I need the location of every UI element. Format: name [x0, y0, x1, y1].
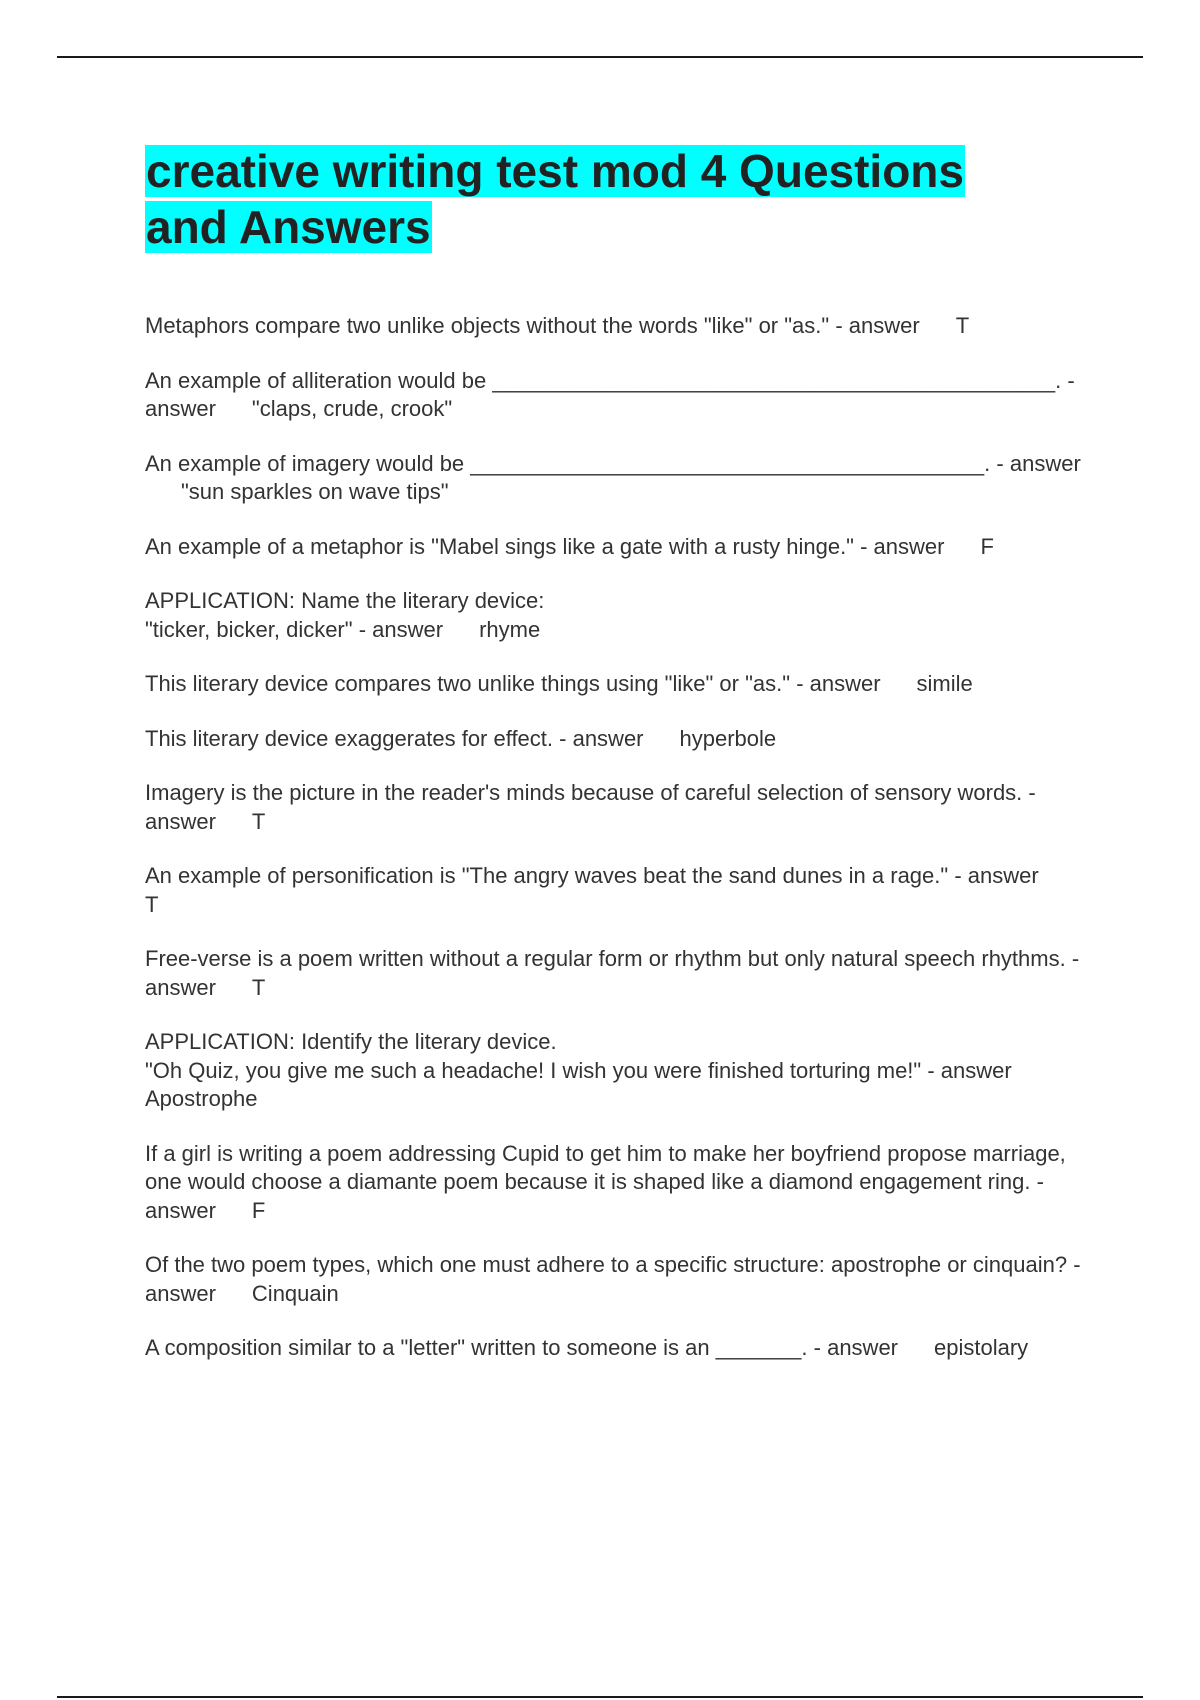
title-highlight: creative writing test mod 4 Questions and Answers	[146, 145, 964, 253]
question-text: APPLICATION: Name the literary device: "ticker, bicker, dicker"	[145, 588, 545, 642]
question-text: Free-verse is a poem written without a regular form or rhythm but only natural speech rhythms.	[145, 946, 1066, 971]
qa-item	[145, 367, 1085, 424]
answer-text: Apostrophe	[145, 1086, 258, 1111]
answer-separator: - answer	[145, 780, 1036, 834]
qa-item	[145, 1140, 1085, 1226]
answer-separator: - answer	[996, 450, 1081, 476]
answer-text: hyperbole	[679, 725, 777, 751]
top-rule	[57, 56, 1143, 58]
answer-separator: - answer	[559, 725, 644, 751]
answer-text: rhyme	[479, 616, 541, 642]
answer-separator: - answer	[796, 671, 881, 696]
answer-separator: - answer	[860, 533, 945, 559]
answer-text: "sun sparkles on wave tips"	[181, 479, 449, 504]
answer-separator: - answer	[927, 1057, 1012, 1083]
qa-item	[145, 779, 1085, 836]
question-text: This literary device exaggerates for effect.	[145, 725, 554, 751]
answer-text: T	[145, 891, 159, 917]
answer-text: Cinquain	[251, 1280, 339, 1306]
bottom-rule	[57, 1696, 1143, 1698]
question-text: An example of alliteration would be ______________________________________________.	[145, 367, 1062, 393]
qa-item	[145, 312, 1085, 341]
question-text: An example of imagery would be __________________________________________.	[145, 450, 991, 476]
answer-text: F	[251, 1197, 266, 1223]
qa-item	[145, 1028, 1085, 1114]
qa-item	[145, 450, 1085, 507]
answer-separator: - answer	[145, 946, 1080, 1000]
answer-text: F	[980, 533, 994, 559]
qa-item	[145, 587, 1085, 644]
qa-item	[145, 862, 1085, 919]
qa-item	[145, 1251, 1085, 1308]
question-text: If a girl is writing a poem addressing Cupid to get him to make her boyfriend propose marriage, one would choose a diamante poem because it is shaped like a diamond engagement ring.	[145, 1140, 1066, 1194]
answer-separator: - answer	[145, 1252, 1081, 1306]
qa-item	[145, 533, 1085, 562]
answer-text: "claps, crude, crook"	[251, 396, 453, 421]
page-title	[145, 143, 1045, 255]
qa-item	[145, 945, 1085, 1002]
answer-separator: - answer	[835, 313, 920, 338]
question-text: APPLICATION: Identify the literary device. "Oh Quiz, you give me such a headache! I wish you were finished torturing me!"	[145, 1029, 922, 1083]
answer-text: T	[955, 313, 970, 338]
question-text: An example of personification is "The angry waves beat the sand dunes in a rage."	[145, 863, 949, 888]
question-text: Imagery is the picture in the reader's minds because of careful selection of sensory words.	[145, 780, 1023, 805]
answer-text: T	[251, 808, 266, 834]
question-text: An example of a metaphor is "Mabel sings like a gate with a rusty hinge."	[145, 533, 854, 559]
question-text: This literary device compares two unlike things using "like" or "as."	[145, 671, 791, 696]
qa-item	[145, 725, 1085, 754]
answer-separator: - answer	[145, 367, 1075, 421]
answer-separator: - answer	[145, 1169, 1044, 1223]
question-text: Of the two poem types, which one must adhere to a specific structure: apostrophe or cinquain?	[145, 1252, 1068, 1277]
answer-separator: - answer	[954, 863, 1039, 888]
answer-text: T	[251, 974, 266, 1000]
qa-list	[145, 312, 1085, 1389]
qa-item	[145, 670, 1085, 699]
answer-text: epistolary	[934, 1335, 1029, 1360]
question-text: A composition similar to a "letter" written to someone is an _______.	[145, 1335, 808, 1360]
answer-text: simile	[916, 671, 973, 696]
question-text: Metaphors compare two unlike objects without the words "like" or "as."	[145, 313, 830, 338]
answer-separator: - answer	[813, 1335, 898, 1360]
answer-separator: - answer	[358, 616, 444, 642]
qa-item	[145, 1334, 1085, 1363]
